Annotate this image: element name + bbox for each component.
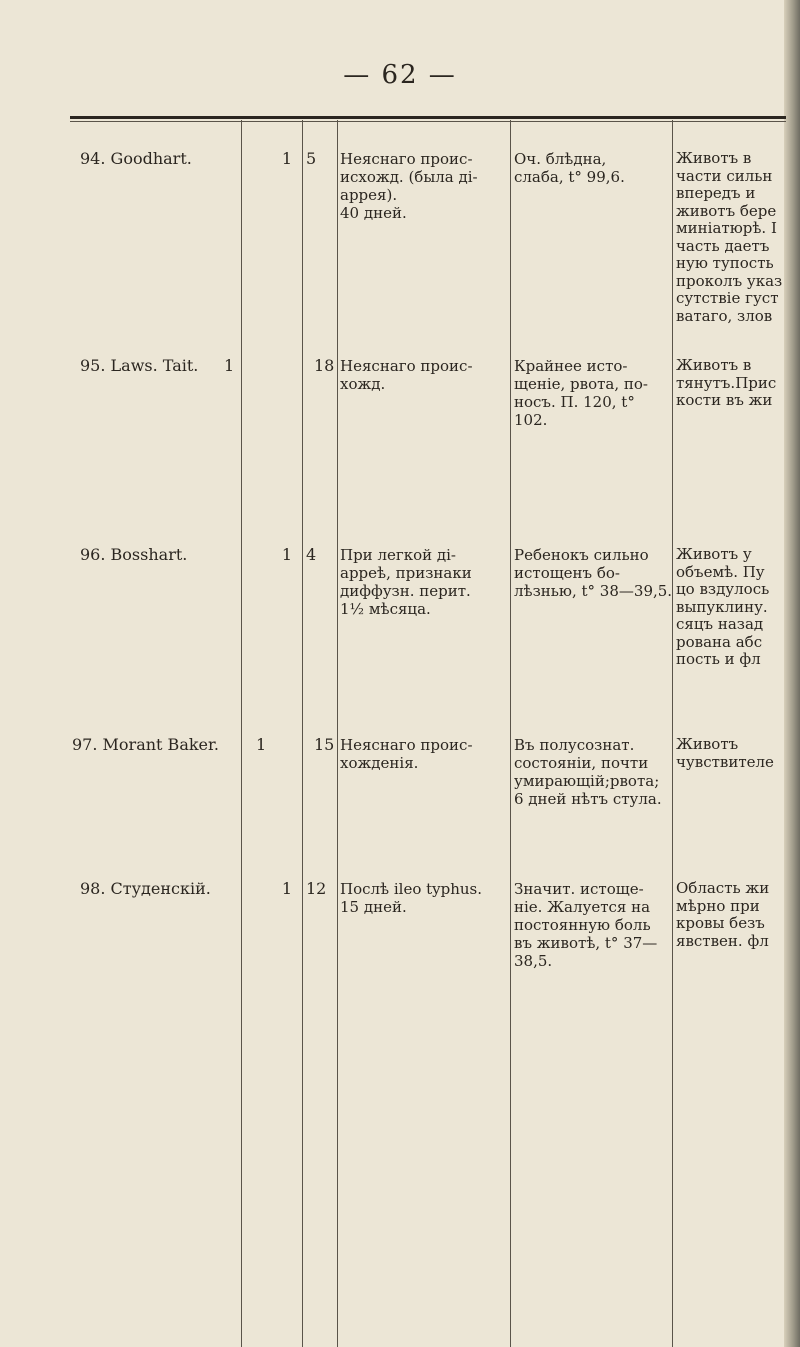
case-description: Животъ в части сильн впередъ и животъ бере миніатюрѣ. I часть даетъ ную тупость проколъ указ сутствіе густ ватаго, злов [676, 150, 783, 325]
case-description: Животъ у объемѣ. Пу цо вздулось выпуклину. сяцъ назад рована абс пость и фл [676, 546, 770, 668]
case-count-a: 1 [281, 879, 292, 898]
case-name: 95. Laws. Tait. [80, 356, 199, 375]
case-count-b: 15 [314, 735, 335, 754]
case-description: Область жи мѣрно при кровы безъ явствен. фл [676, 880, 770, 950]
column-divider [302, 120, 303, 1347]
case-count-a: 1 [281, 545, 292, 564]
case-cause: Послѣ ileo typhus. 15 дней. [340, 880, 483, 916]
case-count-a: 1 [281, 149, 292, 168]
case-name: 96. Bosshart. [80, 545, 188, 564]
column-divider [241, 120, 242, 1347]
case-count-a: 1 [256, 735, 267, 754]
case-state: Въ полусознат. состояніи, почти умирающій;рвота; 6 дней нѣтъ стула. [514, 736, 662, 808]
case-cause: Неяснаго проис- хожденія. [340, 736, 473, 772]
column-divider [672, 120, 673, 1347]
header-rule-thick [70, 116, 786, 119]
case-description: Животъ в тянутъ.Прис кости въ жи [676, 357, 777, 409]
case-name: 98. Студенскій. [80, 879, 211, 898]
case-cause: Неяснаго проис- хожд. [340, 357, 473, 393]
case-cause: При легкой ді- арреѣ, признаки диффузн. перит. 1½ мѣсяца. [340, 546, 472, 618]
case-count-b: 4 [306, 545, 317, 564]
case-description: Животъ чувствителе [676, 736, 774, 771]
header-rule-thin [70, 121, 786, 122]
case-name: 94. Goodhart. [80, 149, 192, 168]
column-divider [337, 120, 338, 1347]
case-name: 97. Morant Baker. [72, 735, 219, 754]
case-cause: Неяснаго проис- исхожд. (была ді- аррея). 40 дней. [340, 150, 478, 222]
case-count-b: 18 [314, 356, 335, 375]
page-number: — 62 — [343, 60, 457, 90]
case-count-b: 5 [306, 149, 317, 168]
case-count-a: 1 [224, 356, 235, 375]
case-state: Ребенокъ сильно истощенъ бо- лѣзнью, t° 38—39,5. [514, 546, 673, 600]
case-count-b: 12 [306, 879, 327, 898]
case-state: Оч. блѣдна, слаба, t° 99,6. [514, 150, 625, 186]
case-state: Значит. истоще- ніе. Жалуется на постоянную боль въ животѣ, t° 37— 38,5. [514, 880, 658, 970]
case-state: Крайнее исто- щеніе, рвота, по- носъ. П. 120, t° 102. [514, 357, 648, 429]
column-divider [510, 120, 511, 1347]
